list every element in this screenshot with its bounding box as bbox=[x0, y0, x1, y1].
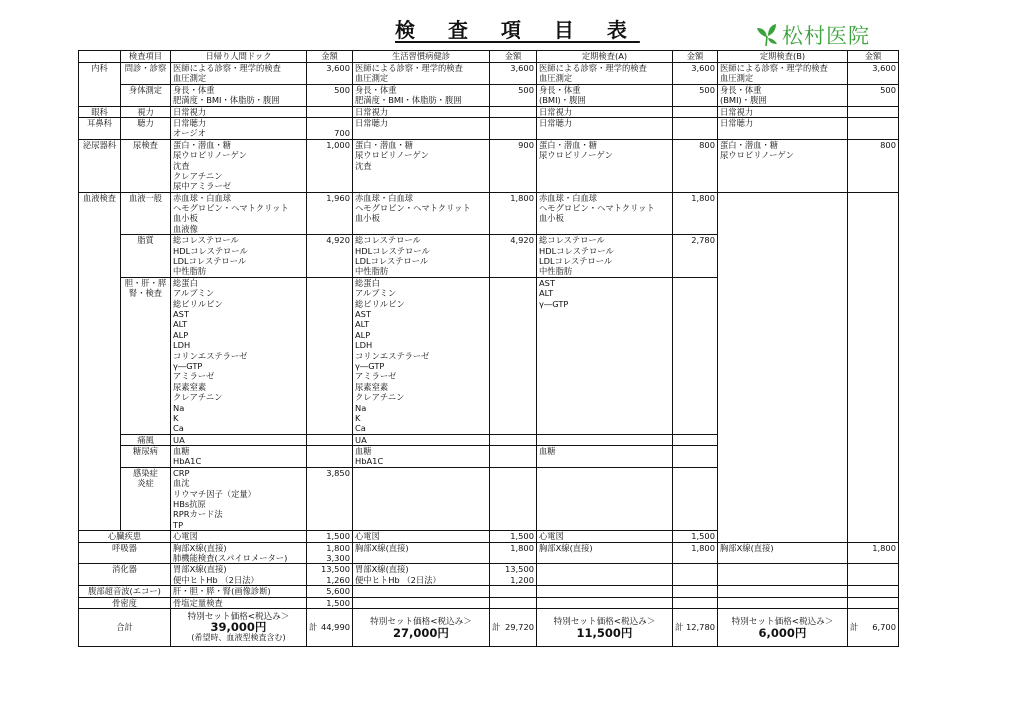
plan1-items: 胃部X線(直接) 便中ヒトHb （2日法） bbox=[171, 564, 307, 586]
plan1-fee: 3,600 bbox=[307, 63, 353, 85]
plan1-fee: 13,500 1,260 bbox=[307, 564, 353, 586]
plan4-fee: 3,600 bbox=[848, 63, 899, 85]
plan1-items: 日常聴力 オージオ bbox=[171, 117, 307, 139]
subcategory: 身体測定 bbox=[121, 84, 171, 106]
header-plan4: 定期検査(B) bbox=[718, 51, 848, 63]
table-row bbox=[79, 564, 899, 586]
header-fee1: 金額 bbox=[307, 51, 353, 63]
plan3-items: AST ALT γ―GTP bbox=[537, 277, 673, 434]
plan4-items: 医師による診察・理学的検査 血圧測定 bbox=[718, 63, 848, 85]
plan3-fee: 1,800 bbox=[673, 192, 718, 235]
plan2-items: 胃部X線(直接) 便中ヒトHb （2日法） bbox=[353, 564, 490, 586]
plan1-fee: 1,960 bbox=[307, 192, 353, 235]
subcategory: 視力 bbox=[121, 106, 171, 117]
plan3-set-price: 特別セット価格<税込み＞ 11,500円 bbox=[537, 609, 673, 647]
plan3-total: 計 12,780 bbox=[673, 609, 718, 647]
plan3-items: 赤血球・白血球 ヘモグロビン・ヘマトクリット 血小板 bbox=[537, 192, 673, 235]
plan1-items: 医師による診察・理学的検査 血圧測定 bbox=[171, 63, 307, 85]
plan3-fee: 1,800 bbox=[673, 542, 718, 564]
plan3-items: 胸部X線(直接) bbox=[537, 542, 673, 564]
plan3-fee: 3,600 bbox=[673, 63, 718, 85]
plan3-fee: 500 bbox=[673, 84, 718, 106]
plan1-items: 胸部X線(直接) 肺機能検査(スパイロメーター) bbox=[171, 542, 307, 564]
category-bone-density: 骨密度 bbox=[79, 597, 171, 608]
total-label: 合計 bbox=[79, 609, 171, 647]
plan4-items: 身長・体重 (BMI)・腹囲 bbox=[718, 84, 848, 106]
plan3-items: 身長・体重 (BMI)・腹囲 bbox=[537, 84, 673, 106]
table-row bbox=[79, 63, 899, 85]
plan4-items: 日常視力 bbox=[718, 106, 848, 117]
leaf-logo-icon bbox=[756, 23, 780, 47]
plan3-items: 心電図 bbox=[537, 531, 673, 542]
table-row bbox=[79, 192, 899, 235]
table-row bbox=[79, 84, 899, 106]
plan2-total: 計 29,720 bbox=[490, 609, 537, 647]
category-ent: 耳鼻科 bbox=[79, 117, 121, 139]
plan1-fee: 1,500 bbox=[307, 531, 353, 542]
subcategory: 痛風 bbox=[121, 434, 171, 445]
header-fee3: 金額 bbox=[673, 51, 718, 63]
plan2-items: 日常視力 bbox=[353, 106, 490, 117]
plan2-items: 赤血球・白血球 ヘモグロビン・ヘマトクリット 血小板 bbox=[353, 192, 490, 235]
plan2-items: UA bbox=[353, 434, 490, 445]
table-row bbox=[79, 597, 899, 608]
subcategory: 胆・肝・膵 腎・検査 bbox=[121, 277, 171, 434]
plan1-fee: 3,850 bbox=[307, 467, 353, 530]
totals-row bbox=[79, 609, 899, 647]
plan2-items: 総コレステロール HDLコレステロール LDLコレステロール 中性脂肪 bbox=[353, 235, 490, 278]
table-row bbox=[79, 139, 899, 192]
plan2-fee: 500 bbox=[490, 84, 537, 106]
plan3-items: 医師による診察・理学的検査 血圧測定 bbox=[537, 63, 673, 85]
header-plan2: 生活習慣病健診 bbox=[353, 51, 490, 63]
subcategory: 血液一般 bbox=[121, 192, 171, 235]
plan4-items: 胸部X線(直接) bbox=[718, 542, 848, 564]
plan2-items: 心電図 bbox=[353, 531, 490, 542]
plan1-items: 骨塩定量検査 bbox=[171, 597, 307, 608]
category-internal: 内科 bbox=[79, 63, 121, 107]
page-title: 検 査 項 目 表 bbox=[395, 18, 640, 42]
plan1-items: 赤血球・白血球 ヘモグロビン・ヘマトクリット 血小板 血液像 bbox=[171, 192, 307, 235]
plan2-fee: 1,800 bbox=[490, 542, 537, 564]
subcategory: 問診・診察 bbox=[121, 63, 171, 85]
table-row bbox=[79, 106, 899, 117]
category-respiratory: 呼吸器 bbox=[79, 542, 171, 564]
plan1-items: 心電図 bbox=[171, 531, 307, 542]
header-plan1: 日帰り人間ドック bbox=[171, 51, 307, 63]
plan4-set-price: 特別セット価格<税込み＞ 6,000円 bbox=[718, 609, 848, 647]
plan2-items: 胸部X線(直接) bbox=[353, 542, 490, 564]
plan2-fee: 4,920 bbox=[490, 235, 537, 278]
plan1-fee: 700 bbox=[307, 117, 353, 139]
exam-items-table bbox=[78, 50, 899, 647]
plan2-fee: 3,600 bbox=[490, 63, 537, 85]
plan4-total: 計 6,700 bbox=[848, 609, 899, 647]
plan3-items: 日常聴力 bbox=[537, 117, 673, 139]
plan1-items: 総コレステロール HDLコレステロール LDLコレステロール 中性脂肪 bbox=[171, 235, 307, 278]
plan1-fee: 1,800 3,300 bbox=[307, 542, 353, 564]
plan2-items: 身長・体重 肥満度・BMI・体脂肪・腹囲 bbox=[353, 84, 490, 106]
plan4-items: 蛋白・潜血・糖 尿ウロビリノーゲン bbox=[718, 139, 848, 192]
plan2-items: 日常聴力 bbox=[353, 117, 490, 139]
header-fee4: 金額 bbox=[848, 51, 899, 63]
plan1-fee: 1,000 bbox=[307, 139, 353, 192]
plan2-fee: 900 bbox=[490, 139, 537, 192]
subcategory: 尿検査 bbox=[121, 139, 171, 192]
plan1-fee: 500 bbox=[307, 84, 353, 106]
table-row bbox=[79, 542, 899, 564]
plan3-items: 血糖 bbox=[537, 446, 673, 468]
plan1-set-price: 特別セット価格<税込み＞ 39,000円 (希望時、血液型検査含む) bbox=[171, 609, 307, 647]
plan1-fee: 4,920 bbox=[307, 235, 353, 278]
plan3-fee: 800 bbox=[673, 139, 718, 192]
header-plan3: 定期検査(A) bbox=[537, 51, 673, 63]
table-row bbox=[79, 117, 899, 139]
category-digestive: 消化器 bbox=[79, 564, 171, 586]
plan1-items: 肝・胆・膵・腎(画像診断) bbox=[171, 586, 307, 597]
plan1-items: UA bbox=[171, 434, 307, 445]
plan1-items: 血糖 HbA1C bbox=[171, 446, 307, 468]
plan3-items: 日常視力 bbox=[537, 106, 673, 117]
plan2-items: 総蛋白 アルブミン 総ビリルビン AST ALT ALP LDH コリンエステラーゼ γ―GTP アミラーゼ 尿素窒素 クレアチニン Na K Ca bbox=[353, 277, 490, 434]
plan2-items: 蛋白・潜血・糖 尿ウロビリノーゲン 沈査 bbox=[353, 139, 490, 192]
plan1-total: 計 44,990 bbox=[307, 609, 353, 647]
header-fee2: 金額 bbox=[490, 51, 537, 63]
subcategory: 聴力 bbox=[121, 117, 171, 139]
subcategory: 感染症 炎症 bbox=[121, 467, 171, 530]
plan2-fee: 1,500 bbox=[490, 531, 537, 542]
plan4-items: 日常聴力 bbox=[718, 117, 848, 139]
header-row bbox=[79, 51, 899, 63]
plan2-items: 血糖 HbA1C bbox=[353, 446, 490, 468]
header-category: 検査項目 bbox=[121, 51, 171, 63]
plan2-set-price: 特別セット価格<税込み＞ 27,000円 bbox=[353, 609, 490, 647]
category-heart: 心臓疾患 bbox=[79, 531, 171, 542]
table-row bbox=[79, 586, 899, 597]
plan2-items: 医師による診察・理学的検査 血圧測定 bbox=[353, 63, 490, 85]
category-blood: 血液検査 bbox=[79, 192, 121, 531]
plan4-fee: 500 bbox=[848, 84, 899, 106]
plan1-items: CRP 血沈 リウマチ因子（定量） HBs抗原 RPRカード法 TP bbox=[171, 467, 307, 530]
plan4-fee: 1,800 bbox=[848, 542, 899, 564]
plan1-items: 身長・体重 肥満度・BMI・体脂肪・腹囲 bbox=[171, 84, 307, 106]
plan4-fee: 800 bbox=[848, 139, 899, 192]
subcategory: 糖尿病 bbox=[121, 446, 171, 468]
plan1-items: 総蛋白 アルブミン 総ビリルビン AST ALT ALP LDH コリンエステラーゼ γ―GTP アミラーゼ 尿素窒素 クレアチニン Na K Ca bbox=[171, 277, 307, 434]
plan1-items: 日常視力 bbox=[171, 106, 307, 117]
plan3-items: 蛋白・潜血・糖 尿ウロビリノーゲン bbox=[537, 139, 673, 192]
plan2-fee: 13,500 1,200 bbox=[490, 564, 537, 586]
category-ultrasound: 腹部超音波(エコー) bbox=[79, 586, 171, 597]
plan1-fee: 1,500 bbox=[307, 597, 353, 608]
plan3-items: 総コレステロール HDLコレステロール LDLコレステロール 中性脂肪 bbox=[537, 235, 673, 278]
plan3-fee: 2,780 bbox=[673, 235, 718, 278]
plan2-fee: 1,800 bbox=[490, 192, 537, 235]
clinic-logo bbox=[756, 20, 870, 50]
plan3-fee: 1,500 bbox=[673, 531, 718, 542]
category-eye: 眼科 bbox=[79, 106, 121, 117]
plan1-items: 蛋白・潜血・糖 尿ウロビリノーゲン 沈査 クレアチニン 尿中アミラーゼ bbox=[171, 139, 307, 192]
plan1-fee: 5,600 bbox=[307, 586, 353, 597]
clinic-name: 松村医院 bbox=[782, 24, 870, 48]
subcategory: 脂質 bbox=[121, 235, 171, 278]
category-urology: 泌尿器科 bbox=[79, 139, 121, 192]
